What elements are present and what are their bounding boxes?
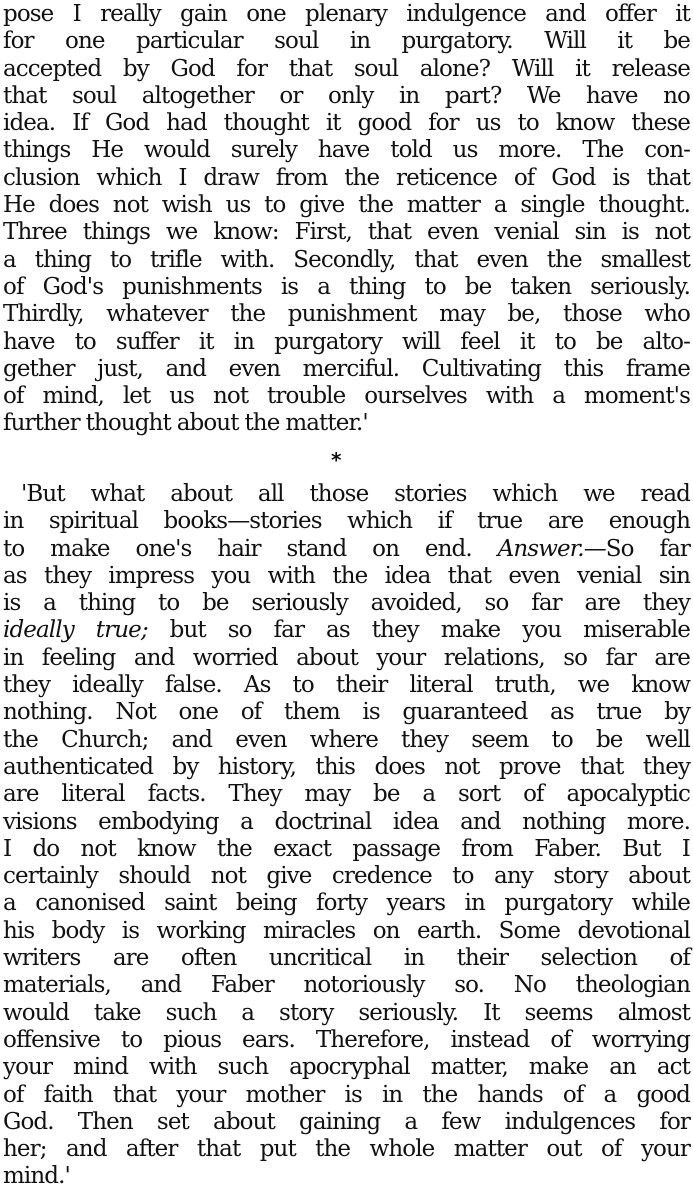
text-line: I do not know the exact passage from Faber. But I: [3, 835, 690, 862]
text-line: idea. If God had thought it good for us to know these: [3, 110, 690, 137]
text-line: He does not wish us to give the matter a single thought.: [3, 192, 690, 219]
text-line: a canonised saint being forty years in purgatory while: [3, 890, 690, 917]
text-line: further thought about the matter.': [3, 410, 368, 437]
text-line: [3, 617, 690, 644]
text-line: materials, and Faber notoriously so. No theologian: [3, 972, 690, 999]
text-line: for one particular soul in purgatory. Will it be: [3, 28, 690, 55]
text-line: Thirdly, whatever the punishment may be, those who: [3, 301, 690, 328]
text-line: of faith that your mother is in the hands of a good: [3, 1081, 690, 1108]
paragraph-stories-answer: [3, 481, 690, 1191]
text-line: have to suffer it in purgatory will feel it to be alto-: [3, 328, 690, 355]
text-line: they ideally false. As to their literal truth, we know: [3, 672, 690, 699]
text-line: would take such a story seriously. It seems almost: [3, 999, 690, 1026]
ideally-true-italic: ideally true;: [3, 617, 148, 644]
text-line: God. Then set about gaining a few indulgences for: [3, 1108, 690, 1135]
text-line: Three things we know: First, that even venial sin is not: [3, 219, 690, 246]
section-separator: *: [331, 448, 342, 472]
text-line: in spiritual books—stories which if true are enough: [3, 508, 690, 535]
text-line: gether just, and even merciful. Cultivating this frame: [3, 355, 690, 382]
text-line: [3, 536, 690, 563]
text-run: to make one's hair stand on end.: [3, 535, 498, 562]
text-run: but so far as they make you miserable: [147, 617, 690, 644]
text-line: in feeling and worried about your relations, so far are: [3, 644, 690, 671]
text-line: clusion which I draw from the reticence of God is that: [3, 164, 690, 191]
text-line: his body is working miracles on earth. Some devotional: [3, 917, 690, 944]
text-line: of God's punishments is a thing to be taken seriously.: [3, 273, 690, 300]
text-line: are literal facts. They may be a sort of apocalyptic: [3, 781, 690, 808]
text-line: certainly should not give credence to any story about: [3, 863, 690, 890]
text-line: a thing to trifle with. Secondly, that even the smallest: [3, 246, 690, 273]
text-line: accepted by God for that soul alone? Will it release: [3, 55, 690, 82]
text-line: your mind with such apocryphal matter, make an act: [3, 1054, 690, 1081]
text-line: writers are often uncritical in their selection of: [3, 945, 690, 972]
text-line: 'But what about all those stories which we read: [21, 481, 690, 507]
text-line: pose I really gain one plenary indulgence and offer it: [3, 1, 690, 27]
text-line: visions embodying a doctrinal idea and nothing more.: [3, 808, 690, 835]
text-line: offensive to pious ears. Therefore, instead of worrying: [3, 1026, 690, 1053]
text-line: as they impress you with the idea that even venial sin: [3, 562, 690, 589]
text-line: things He would surely have told us more. The con-: [3, 137, 690, 164]
text-line: is a thing to be seriously avoided, so far are they: [3, 590, 690, 617]
text-line: her; and after that put the whole matter out of your: [3, 1136, 690, 1163]
text-line: nothing. Not one of them is guaranteed as true by: [3, 699, 690, 726]
text-line: that soul altogether or only in part? We have no: [3, 82, 690, 109]
text-run: —So far: [583, 535, 690, 562]
text-line: the Church; and even where they seem to be well: [3, 726, 690, 753]
text-line: mind.': [3, 1163, 70, 1190]
text-line: of mind, let us not trouble ourselves with a moment's: [3, 383, 690, 410]
text-line: authenticated by history, this does not prove that they: [3, 753, 690, 780]
paragraph-purgatory-indulgence: [3, 1, 690, 438]
answer-italic: Answer.: [497, 535, 584, 562]
